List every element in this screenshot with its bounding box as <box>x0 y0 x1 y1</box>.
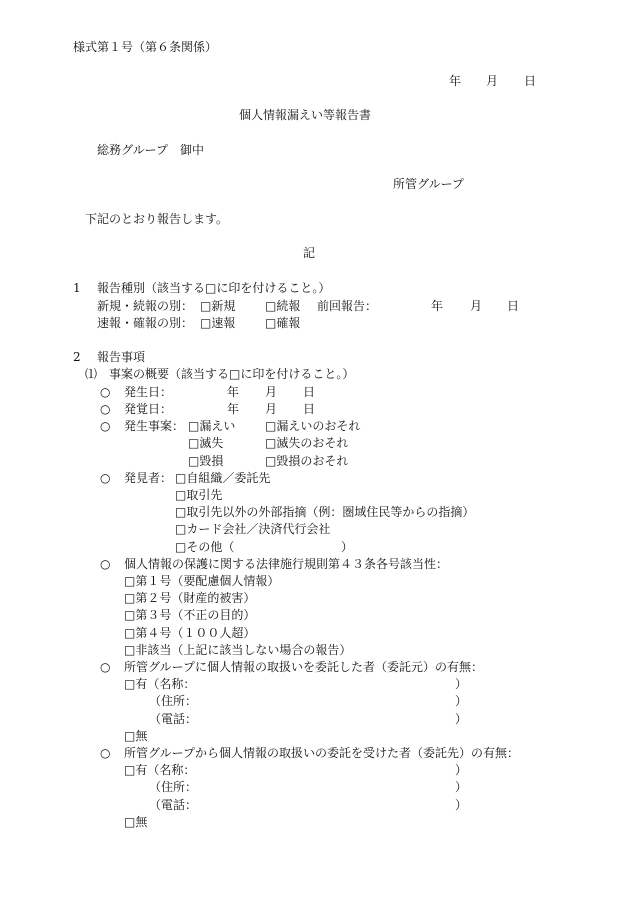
previous-report-label: 前回報告： <box>317 299 378 313</box>
consignor-phone-close: ） <box>455 712 468 726</box>
finder-label: 発見者： <box>124 471 173 485</box>
checkbox-damage-risk[interactable]: □毀損のおそれ <box>265 454 349 468</box>
occurrence-date-label: 発生日： <box>124 385 173 399</box>
checkbox-preliminary[interactable]: □速報 <box>200 316 236 330</box>
previous-report-month: 月 <box>470 299 483 313</box>
occurrence-month: 月 <box>265 385 278 399</box>
bullet-consignee: ○ <box>100 746 111 760</box>
checkbox-leak[interactable]: □漏えい <box>188 419 236 433</box>
form-number: 様式第１号（第６条関係） <box>73 40 218 54</box>
consignee-address-label: （住所： <box>149 780 198 794</box>
checkbox-law-none[interactable]: □非該当（上記に該当しない場合の報告） <box>124 643 352 657</box>
discovery-date-label: 発覚日： <box>124 402 173 416</box>
bullet-finder: ○ <box>100 471 111 485</box>
checkbox-card-company[interactable]: □カード会社／決済代行会社 <box>175 522 331 536</box>
consignor-phone-label: （電話： <box>149 712 198 726</box>
checkbox-followup[interactable]: □続報 <box>265 299 301 313</box>
discovery-day: 日 <box>303 402 316 416</box>
ki-heading: 記 <box>303 246 316 260</box>
intro-text: 下記のとおり報告します。 <box>85 212 229 226</box>
section2-heading: 報告事項 <box>97 350 146 364</box>
date-year: 年 <box>449 74 462 88</box>
date-day: 日 <box>524 74 537 88</box>
checkbox-loss[interactable]: □滅失 <box>188 436 224 450</box>
previous-report-day: 日 <box>507 299 520 313</box>
document-title: 個人情報漏えい等報告書 <box>239 108 372 122</box>
checkbox-consignee-no[interactable]: □無 <box>124 815 148 829</box>
discovery-month: 月 <box>265 402 278 416</box>
sender: 所管グループ <box>393 177 465 191</box>
checkbox-consignor-no[interactable]: □無 <box>124 729 148 743</box>
checkbox-leak-risk[interactable]: □漏えいのおそれ <box>265 419 361 433</box>
consignee-label: 所管グループから個人情報の取扱いの委託を受けた者（委託先）の有無： <box>124 746 520 760</box>
section2-number: 2 <box>73 350 81 364</box>
bullet-law: ○ <box>100 557 111 571</box>
overview-subheading: ⑴ 事案の概要（該当する□に印を付けること。） <box>85 367 355 381</box>
section1-number: 1 <box>73 281 81 295</box>
checkbox-own-org[interactable]: □自組織／委託先 <box>175 471 271 485</box>
previous-report-year: 年 <box>431 299 444 313</box>
consignee-phone-close: ） <box>455 798 468 812</box>
checkbox-other[interactable]: □その他（ <box>175 540 235 554</box>
law-applicability-label: 個人情報の保護に関する法律施行規則第４３条各号該当性： <box>124 557 449 571</box>
consignee-address-close: ） <box>455 780 468 794</box>
checkbox-new[interactable]: □新規 <box>200 299 236 313</box>
other-close-paren: ） <box>341 540 354 554</box>
checkbox-damage[interactable]: □毀損 <box>188 454 224 468</box>
checkbox-consignor-yes[interactable]: □有（名称： <box>124 677 196 691</box>
checkbox-final[interactable]: □確報 <box>265 316 301 330</box>
consignee-name-close: ） <box>455 763 468 777</box>
checkbox-law-1[interactable]: □第１号（要配慮個人情報） <box>124 574 280 588</box>
consignor-address-label: （住所： <box>149 694 198 708</box>
consignor-address-close: ） <box>455 694 468 708</box>
report-new-followup-label: 新規・続報の別： <box>97 299 194 313</box>
consignor-name-close: ） <box>455 677 468 691</box>
discovery-year: 年 <box>227 402 240 416</box>
checkbox-law-4[interactable]: □第４号（１００人超） <box>124 626 256 640</box>
report-prelim-final-label: 速報・確報の別： <box>97 316 194 330</box>
checkbox-consignee-yes[interactable]: □有（名称： <box>124 763 196 777</box>
date-month: 月 <box>486 74 499 88</box>
checkbox-loss-risk[interactable]: □滅失のおそれ <box>265 436 349 450</box>
consignor-label: 所管グループに個人情報の取扱いを委託した者（委託元）の有無： <box>124 660 484 674</box>
checkbox-external[interactable]: □取引先以外の外部指摘（例：圏域住民等からの指摘） <box>175 505 475 519</box>
consignee-phone-label: （電話： <box>149 798 198 812</box>
bullet-consignor: ○ <box>100 660 111 674</box>
incident-type-label: 発生事案： <box>124 419 185 433</box>
addressee: 総務グループ 御中 <box>97 143 205 157</box>
bullet-event: ○ <box>100 419 111 433</box>
checkbox-law-2[interactable]: □第２号（財産的被害） <box>124 591 256 605</box>
checkbox-law-3[interactable]: □第３号（不正の目的） <box>124 608 256 622</box>
checkbox-client[interactable]: □取引先 <box>175 488 223 502</box>
occurrence-year: 年 <box>227 385 240 399</box>
occurrence-day: 日 <box>303 385 316 399</box>
section1-heading: 報告種別（該当する□に印を付けること。） <box>97 281 331 295</box>
bullet-found: ○ <box>100 402 111 416</box>
bullet-occur: ○ <box>100 385 111 399</box>
